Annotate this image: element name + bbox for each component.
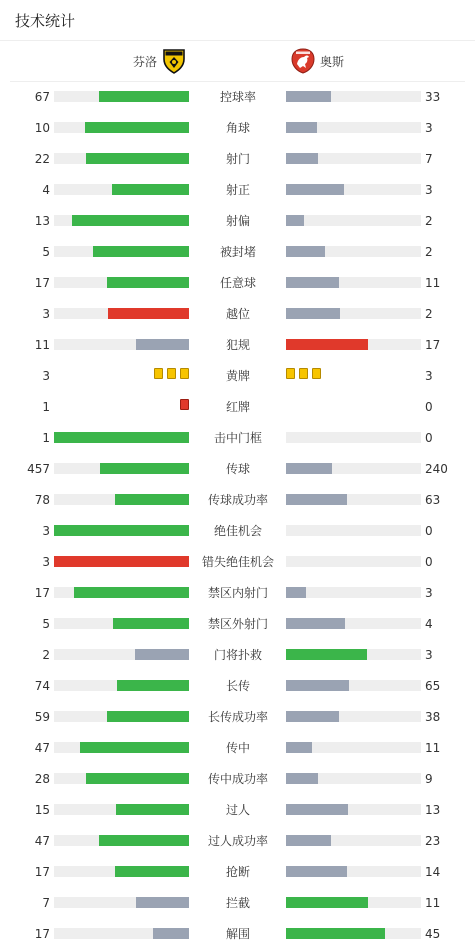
away-stat-bar — [286, 773, 421, 784]
stat-label: 过人成功率 — [207, 834, 268, 848]
stat-row — [0, 764, 475, 795]
away-stat-bar — [286, 91, 421, 102]
away-stat-value: 2 — [425, 245, 433, 259]
home-stat-bar — [54, 835, 189, 846]
stat-label: 门将扑救 — [213, 648, 262, 662]
away-cards — [286, 368, 321, 379]
away-stat-value: 240 — [425, 462, 448, 476]
stat-row — [0, 640, 475, 671]
away-stat-bar — [286, 742, 421, 753]
home-stat-value: 2 — [42, 648, 50, 662]
away-stat-bar-fill — [286, 494, 347, 505]
stat-label: 黄牌 — [225, 369, 250, 383]
away-stat-value: 0 — [425, 524, 433, 538]
stat-label: 角球 — [225, 121, 250, 135]
home-stat-value: 3 — [42, 524, 50, 538]
away-stat-bar — [286, 122, 421, 133]
stat-row — [0, 547, 475, 578]
stat-label: 红牌 — [225, 400, 250, 414]
away-stat-bar-fill — [286, 866, 347, 877]
away-stat-bar-fill — [286, 122, 317, 133]
home-stat-bar — [54, 432, 189, 443]
home-stat-value: 15 — [34, 803, 50, 817]
away-stat-bar-fill — [286, 680, 349, 691]
home-stat-value: 17 — [34, 586, 50, 600]
home-stat-bar-fill — [85, 122, 189, 133]
stat-label: 传球成功率 — [207, 493, 268, 507]
away-stat-value: 3 — [425, 369, 433, 383]
away-stat-bar — [286, 525, 421, 536]
home-stat-bar — [54, 618, 189, 629]
away-stat-bar — [286, 649, 421, 660]
home-stat-value: 1 — [42, 400, 50, 414]
yellow-card-icon — [167, 368, 176, 379]
away-stat-bar — [286, 711, 421, 722]
away-stat-bar — [286, 184, 421, 195]
away-team-logo-icon — [290, 48, 316, 74]
home-cards — [180, 399, 189, 410]
stat-label: 传球 — [225, 462, 250, 476]
stat-label: 射正 — [225, 183, 250, 197]
home-stat-bar — [54, 556, 189, 567]
home-stat-bar — [54, 246, 189, 257]
away-stat-bar — [286, 556, 421, 567]
away-stat-value: 14 — [425, 865, 441, 879]
stats-header — [0, 0, 475, 41]
away-stat-value: 45 — [425, 927, 441, 941]
teams-bar — [10, 41, 465, 82]
home-stat-bar-fill — [136, 339, 189, 350]
away-stat-value: 0 — [425, 555, 433, 569]
stat-row — [0, 578, 475, 609]
home-stat-bar — [54, 463, 189, 474]
home-stat-bar-fill — [135, 649, 189, 660]
away-stat-bar — [286, 308, 421, 319]
away-stat-bar — [286, 277, 421, 288]
away-stat-bar — [286, 587, 421, 598]
stat-row — [0, 268, 475, 299]
stat-row — [0, 361, 475, 392]
away-stat-value: 17 — [425, 338, 441, 352]
home-stat-value: 74 — [34, 679, 50, 693]
away-stat-value: 3 — [425, 586, 433, 600]
away-team-name: 奥斯 — [320, 54, 345, 69]
home-stat-value: 3 — [42, 555, 50, 569]
home-stat-value: 5 — [42, 617, 50, 631]
yellow-card-icon — [286, 368, 295, 379]
home-stat-bar — [54, 897, 189, 908]
stat-row — [0, 237, 475, 268]
home-stat-bar — [54, 742, 189, 753]
stat-label: 任意球 — [219, 276, 256, 290]
home-stat-bar-fill — [54, 525, 189, 536]
yellow-card-icon — [312, 368, 321, 379]
stat-label: 传中 — [225, 741, 250, 755]
home-stat-value: 457 — [27, 462, 50, 476]
away-stat-bar-fill — [286, 339, 368, 350]
stats-list — [0, 82, 475, 950]
stat-row — [0, 702, 475, 733]
stat-row — [0, 733, 475, 764]
home-stat-bar — [54, 525, 189, 536]
away-stat-bar-fill — [286, 804, 348, 815]
away-stat-bar-fill — [286, 928, 385, 939]
stat-row — [0, 392, 475, 423]
stat-row — [0, 82, 475, 113]
home-stat-bar-fill — [86, 153, 189, 164]
home-stat-bar-fill — [112, 184, 189, 195]
home-stat-bar — [54, 587, 189, 598]
away-stat-value: 65 — [425, 679, 441, 693]
stat-row — [0, 919, 475, 950]
away-team[interactable] — [290, 48, 344, 74]
stat-label: 拦截 — [225, 896, 250, 910]
home-stat-value: 3 — [42, 307, 50, 321]
home-stat-value: 13 — [34, 214, 50, 228]
stat-label: 犯规 — [225, 338, 250, 352]
away-stat-bar-fill — [286, 246, 325, 257]
away-stat-value: 0 — [425, 431, 433, 445]
yellow-card-icon — [180, 368, 189, 379]
away-stat-value: 63 — [425, 493, 441, 507]
page-title: 技术统计 — [15, 11, 76, 30]
stat-label: 绝佳机会 — [213, 524, 262, 538]
away-stat-bar — [286, 246, 421, 257]
stat-label: 射门 — [225, 152, 250, 166]
stat-row — [0, 206, 475, 237]
away-stat-bar-fill — [286, 587, 306, 598]
away-stat-value: 0 — [425, 400, 433, 414]
away-stat-bar-fill — [286, 773, 318, 784]
stat-row — [0, 175, 475, 206]
stat-row — [0, 857, 475, 888]
home-stat-bar-fill — [54, 432, 189, 443]
home-cards — [154, 368, 189, 379]
home-stat-bar — [54, 215, 189, 226]
stat-label: 解围 — [225, 927, 250, 941]
stat-label: 禁区内射门 — [207, 586, 268, 600]
away-stat-bar-fill — [286, 277, 339, 288]
home-stat-value: 22 — [34, 152, 50, 166]
away-stat-value: 38 — [425, 710, 441, 724]
home-team-logo-icon — [161, 48, 187, 74]
stat-row — [0, 485, 475, 516]
home-stat-bar-fill — [93, 246, 189, 257]
stat-label: 抢断 — [225, 865, 250, 879]
away-stat-bar — [286, 215, 421, 226]
away-stat-value: 11 — [425, 741, 441, 755]
away-stat-bar — [286, 804, 421, 815]
stat-row — [0, 454, 475, 485]
home-stat-value: 5 — [42, 245, 50, 259]
home-stat-bar — [54, 184, 189, 195]
home-stat-bar-fill — [115, 866, 189, 877]
stat-label: 传中成功率 — [207, 772, 268, 786]
stat-label: 被封堵 — [219, 245, 256, 259]
home-stat-value: 7 — [42, 896, 50, 910]
away-stat-bar — [286, 463, 421, 474]
home-stat-value: 67 — [34, 90, 50, 104]
away-stat-value: 13 — [425, 803, 441, 817]
away-stat-value: 7 — [425, 152, 433, 166]
away-stat-bar-fill — [286, 711, 339, 722]
home-stat-bar — [54, 928, 189, 939]
away-stat-value: 3 — [425, 121, 433, 135]
home-stat-bar-fill — [54, 556, 189, 567]
home-stat-bar — [54, 91, 189, 102]
home-stat-bar-fill — [107, 711, 189, 722]
home-stat-value: 59 — [34, 710, 50, 724]
away-stat-bar-fill — [286, 897, 368, 908]
away-stat-value: 2 — [425, 214, 433, 228]
stat-row — [0, 113, 475, 144]
stat-label: 击中门框 — [213, 431, 262, 445]
home-stat-value: 17 — [34, 927, 50, 941]
away-stat-bar — [286, 928, 421, 939]
home-stat-bar-fill — [86, 773, 189, 784]
home-stat-value: 47 — [34, 834, 50, 848]
stat-row — [0, 609, 475, 640]
home-stat-bar-fill — [80, 742, 189, 753]
home-stat-value: 47 — [34, 741, 50, 755]
home-stat-bar — [54, 649, 189, 660]
stat-label: 错失绝佳机会 — [201, 555, 274, 569]
stat-row — [0, 671, 475, 702]
home-stat-bar-fill — [74, 587, 189, 598]
away-stat-bar — [286, 494, 421, 505]
home-stat-bar-fill — [115, 494, 189, 505]
away-stat-value: 11 — [425, 276, 441, 290]
away-stat-value: 3 — [425, 648, 433, 662]
stat-label: 控球率 — [219, 90, 256, 104]
home-stat-value: 17 — [34, 276, 50, 290]
away-stat-bar-fill — [286, 215, 304, 226]
away-stat-bar — [286, 339, 421, 350]
home-stat-bar — [54, 494, 189, 505]
away-stat-bar — [286, 835, 421, 846]
away-stat-bar-fill — [286, 618, 345, 629]
red-card-icon — [180, 399, 189, 410]
stat-label: 禁区外射门 — [207, 617, 268, 631]
away-stat-bar — [286, 153, 421, 164]
away-stat-bar-fill — [286, 463, 332, 474]
home-stat-value: 78 — [34, 493, 50, 507]
away-stat-bar-fill — [286, 153, 318, 164]
home-stat-bar — [54, 153, 189, 164]
home-stat-value: 10 — [34, 121, 50, 135]
home-stat-value: 4 — [42, 183, 50, 197]
home-stat-bar-fill — [116, 804, 189, 815]
home-stat-bar-fill — [136, 897, 189, 908]
home-stat-bar — [54, 680, 189, 691]
stat-label: 长传成功率 — [207, 710, 268, 724]
away-stat-value: 9 — [425, 772, 433, 786]
stat-row — [0, 516, 475, 547]
away-stat-bar — [286, 680, 421, 691]
home-stat-value: 11 — [34, 338, 50, 352]
stat-label: 长传 — [225, 679, 250, 693]
home-stat-value: 28 — [34, 772, 50, 786]
home-stat-value: 1 — [42, 431, 50, 445]
stat-row — [0, 299, 475, 330]
home-stat-bar-fill — [113, 618, 189, 629]
away-stat-value: 33 — [425, 90, 441, 104]
away-stat-bar-fill — [286, 308, 340, 319]
home-stat-value: 17 — [34, 865, 50, 879]
home-stat-bar-fill — [153, 928, 189, 939]
away-stat-value: 2 — [425, 307, 433, 321]
home-stat-bar — [54, 339, 189, 350]
home-stat-bar — [54, 773, 189, 784]
away-stat-value: 3 — [425, 183, 433, 197]
home-stat-bar — [54, 804, 189, 815]
home-stat-bar-fill — [72, 215, 189, 226]
home-stat-bar — [54, 866, 189, 877]
yellow-card-icon — [299, 368, 308, 379]
home-stat-bar-fill — [99, 835, 189, 846]
stat-row — [0, 330, 475, 361]
home-stat-bar — [54, 277, 189, 288]
home-stat-bar-fill — [117, 680, 189, 691]
stat-row — [0, 423, 475, 454]
stat-label: 射偏 — [225, 214, 250, 228]
home-stat-bar-fill — [99, 91, 189, 102]
away-stat-bar — [286, 897, 421, 908]
away-stat-bar-fill — [286, 742, 312, 753]
away-stat-bar — [286, 866, 421, 877]
yellow-card-icon — [154, 368, 163, 379]
stat-label: 过人 — [225, 803, 250, 817]
home-stat-bar-fill — [100, 463, 189, 474]
stat-row — [0, 888, 475, 919]
away-stat-bar — [286, 618, 421, 629]
away-stat-bar-fill — [286, 835, 331, 846]
home-stat-bar — [54, 308, 189, 319]
home-stat-bar-fill — [107, 277, 189, 288]
home-team-name: 芬洛 — [132, 54, 157, 69]
home-team[interactable] — [133, 48, 187, 74]
away-stat-value: 4 — [425, 617, 433, 631]
home-stat-bar — [54, 711, 189, 722]
stat-row — [0, 144, 475, 175]
stat-label: 越位 — [225, 307, 250, 321]
home-stat-value: 3 — [42, 369, 50, 383]
away-stat-bar — [286, 432, 421, 443]
stat-row — [0, 826, 475, 857]
away-stat-bar-fill — [286, 91, 331, 102]
away-stat-value: 23 — [425, 834, 441, 848]
home-stat-bar — [54, 122, 189, 133]
stat-row — [0, 795, 475, 826]
away-stat-bar-fill — [286, 184, 344, 195]
away-stat-value: 11 — [425, 896, 441, 910]
away-stat-bar-fill — [286, 649, 367, 660]
home-stat-bar-fill — [108, 308, 189, 319]
